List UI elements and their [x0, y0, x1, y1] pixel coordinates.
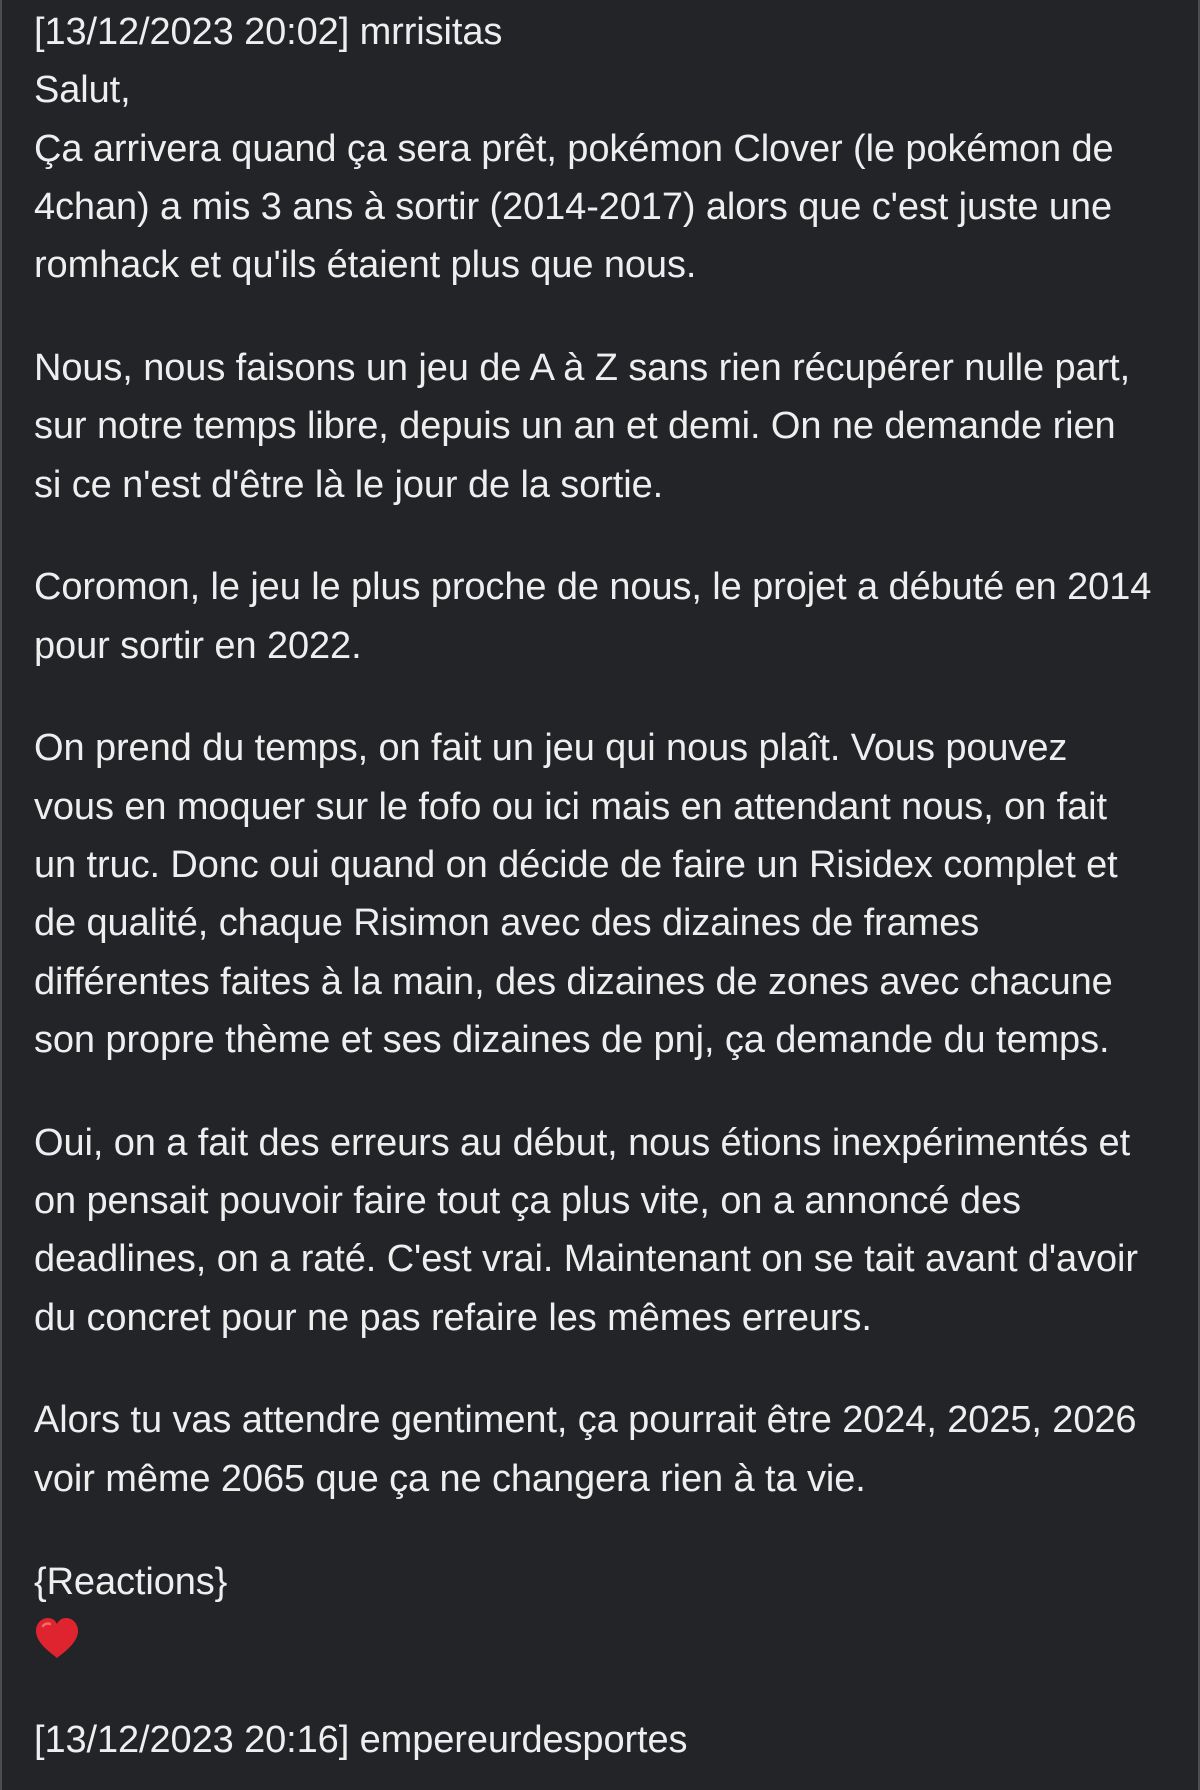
message-line: romhack et qu'ils étaient plus que nous.	[34, 244, 697, 287]
message-2	[34, 1711, 1174, 1769]
heart-icon[interactable]	[34, 1617, 80, 1661]
message-line: vous en moquer sur le fofo ou ici mais en attendant nous, on fait	[34, 785, 1107, 828]
message-line: si ce n'est d'être là le jour de la sortie.	[34, 463, 664, 506]
message-line: son propre thème et ses dizaines de pnj, ça demande du temps.	[34, 1018, 1110, 1061]
reactions-block	[34, 1553, 1174, 1661]
message-line: Nous, nous faisons un jeu de A à Z sans rien récupérer nulle part,	[34, 346, 1131, 389]
message-header: [13/12/2023 20:16] empereurdesportes	[34, 1718, 688, 1761]
message-line: Salut,	[34, 69, 131, 112]
chat-log	[34, 0, 1174, 1769]
message-line: Ça arrivera quand ça sera prêt, pokémon Clover (le pokémon de	[34, 127, 1114, 170]
message-line: Alors tu vas attendre gentiment, ça pourrait être 2024, 2025, 2026	[34, 1399, 1137, 1442]
message-paragraph-2	[34, 339, 1174, 514]
message-line: différentes faites à la main, des dizaines de zones avec chacune	[34, 960, 1113, 1003]
message-line: sur notre temps libre, depuis un an et demi. On ne demande rien	[34, 405, 1116, 448]
message-paragraph-5	[34, 1114, 1174, 1347]
message-paragraph-3	[34, 558, 1174, 675]
message-line: pour sortir en 2022.	[34, 624, 362, 667]
message-paragraph-6	[34, 1391, 1174, 1508]
message-line: Oui, on a fait des erreurs au début, nous étions inexpérimentés et	[34, 1121, 1131, 1164]
message-line: on pensait pouvoir faire tout ça plus vite, on a annoncé des	[34, 1180, 1021, 1223]
message-line: du concret pour ne pas refaire les mêmes erreurs.	[34, 1296, 872, 1339]
message-paragraph-1	[34, 61, 1174, 294]
message-line: voir même 2065 que ça ne changera rien à ta vie.	[34, 1457, 866, 1500]
message-paragraph-4	[34, 719, 1174, 1069]
message-1	[34, 3, 1174, 1661]
message-line: un truc. Donc oui quand on décide de faire un Risidex complet et	[34, 844, 1118, 887]
message-line: Coromon, le jeu le plus proche de nous, le projet a débuté en 2014	[34, 566, 1152, 609]
message-line: 4chan) a mis 3 ans à sortir (2014-2017) alors que c'est juste une	[34, 185, 1113, 228]
message-line: On prend du temps, on fait un jeu qui nous plaît. Vous pouvez	[34, 727, 1068, 770]
message-line: de qualité, chaque Risimon avec des dizaines de frames	[34, 902, 980, 945]
message-line: deadlines, on a raté. C'est vrai. Maintenant on se tait avant d'avoir	[34, 1238, 1138, 1281]
message-header: [13/12/2023 20:02] mrrisitas	[34, 11, 503, 53]
heart-icon-shape	[36, 1618, 78, 1658]
reactions-label: {Reactions}	[34, 1560, 228, 1603]
